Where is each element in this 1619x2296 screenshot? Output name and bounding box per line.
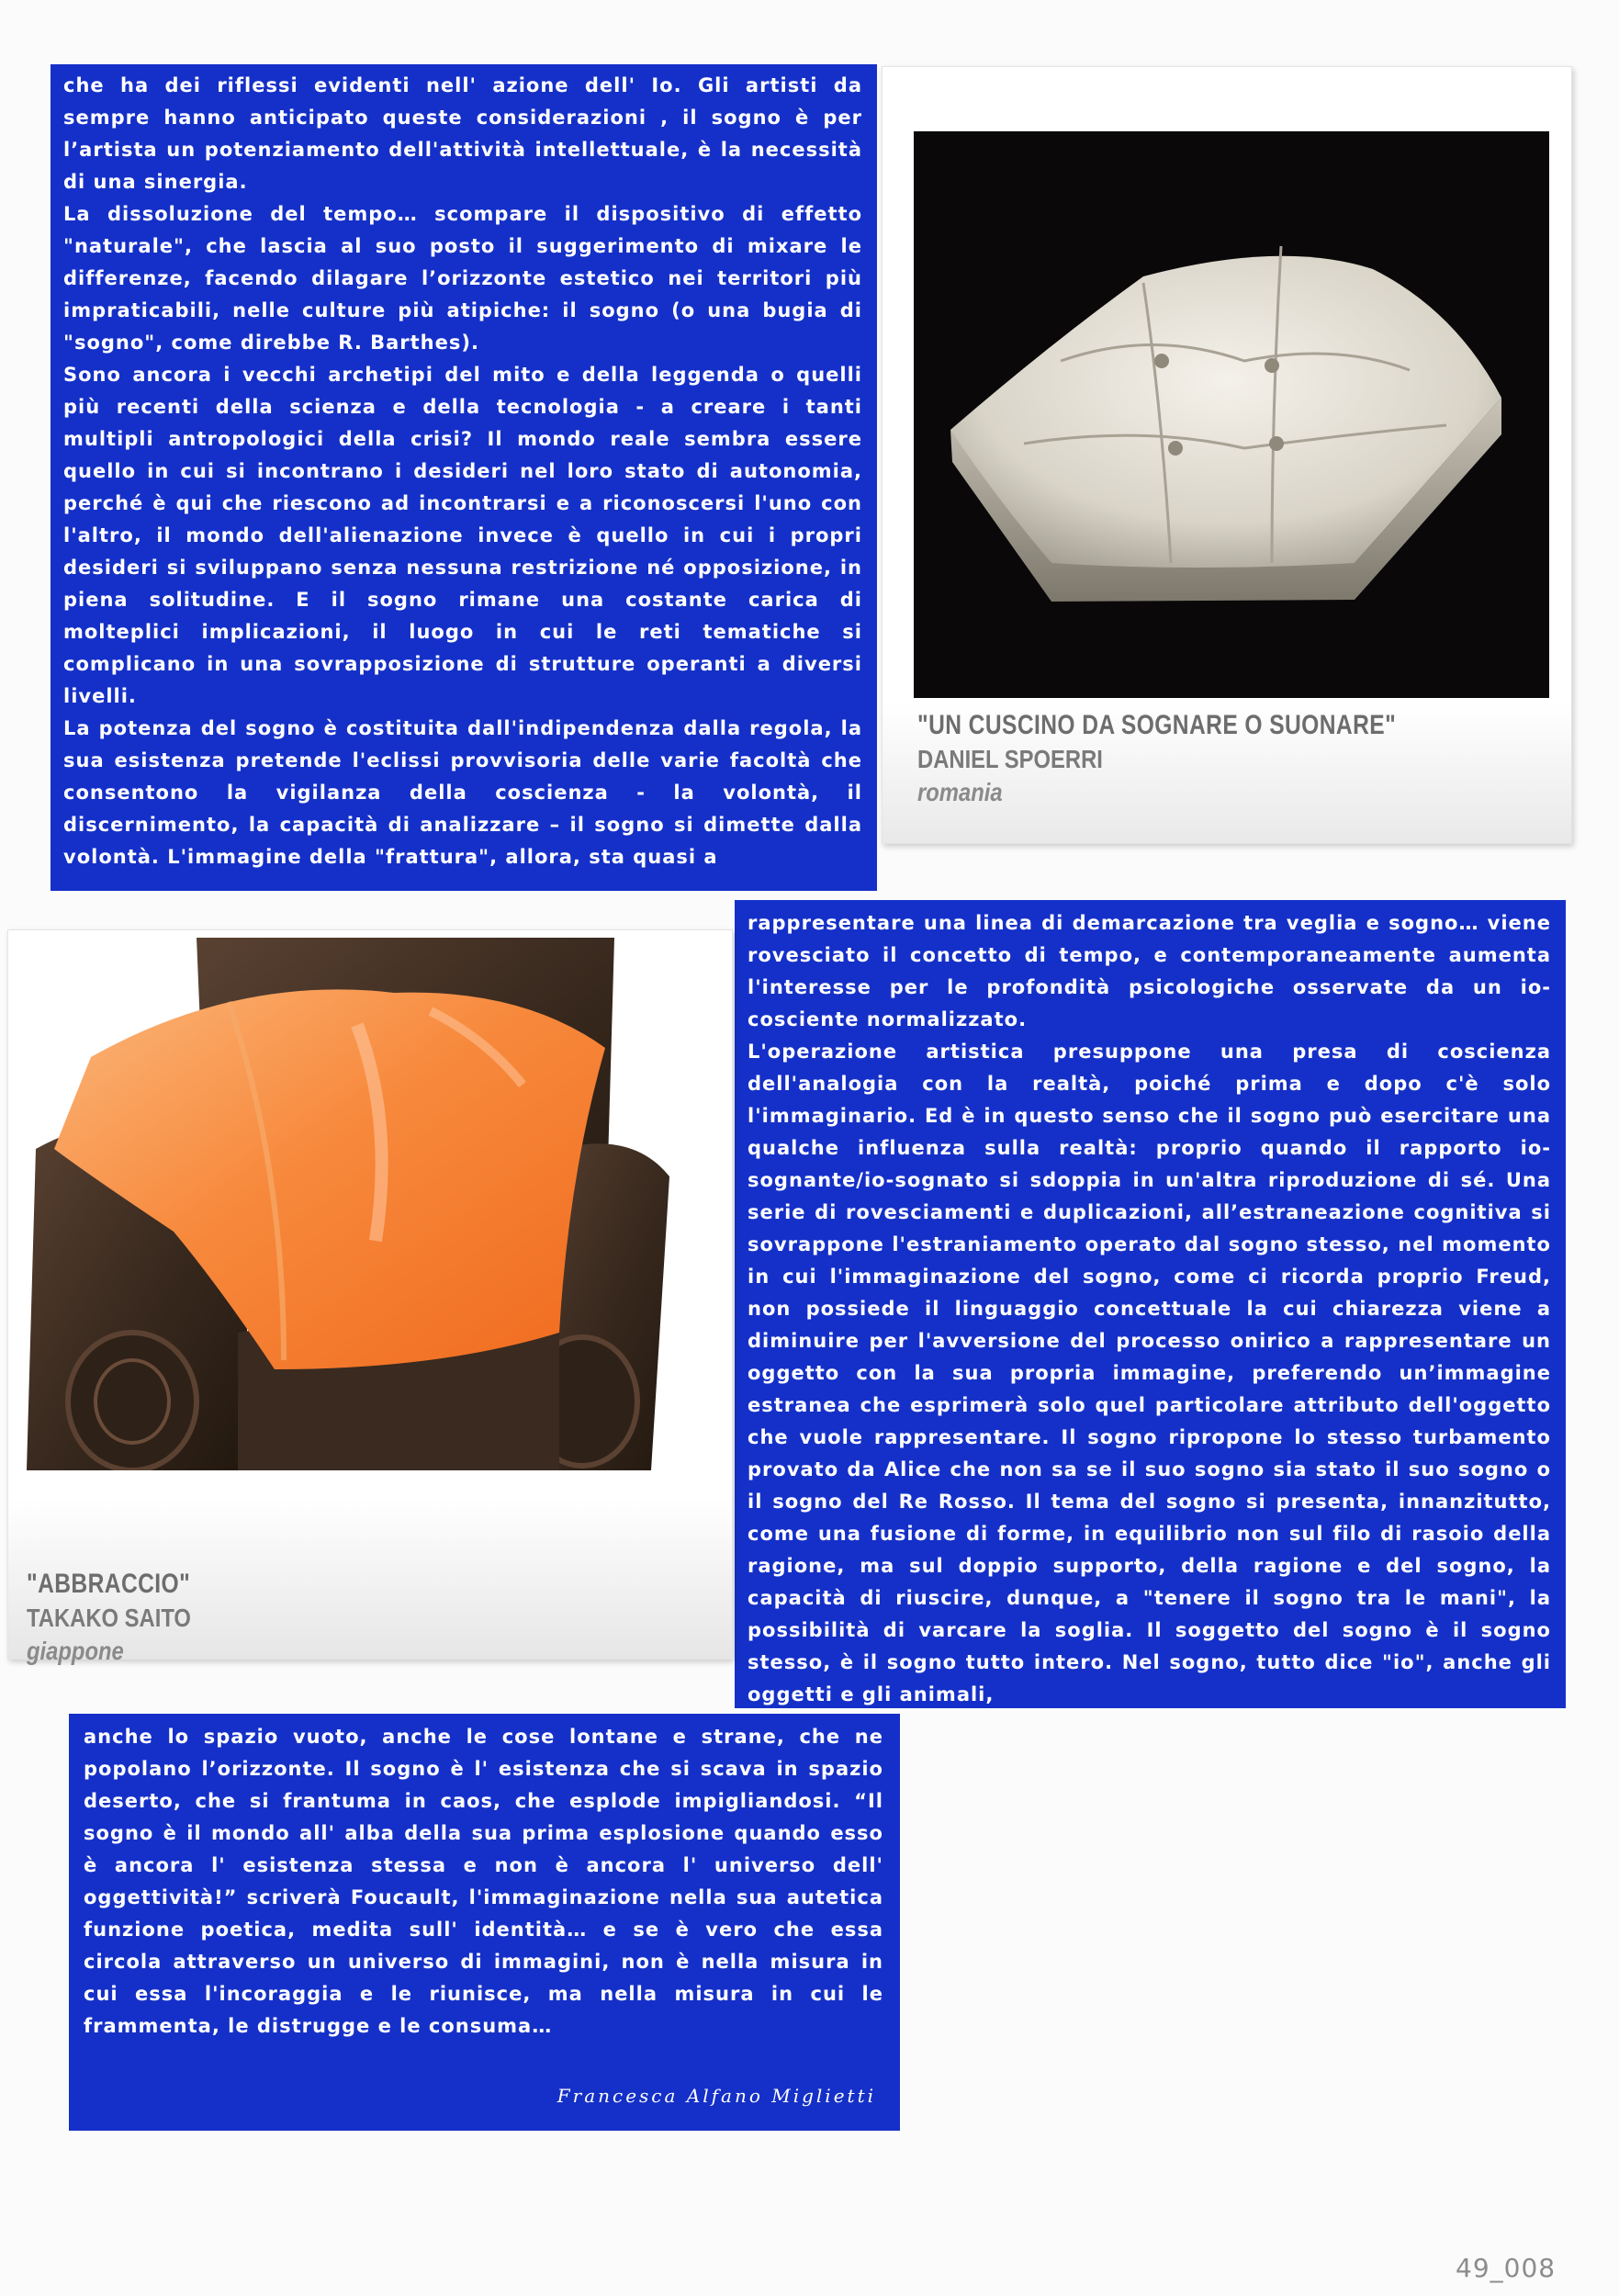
article-paragraph: Sono ancora i vecchi archetipi del mito e della leggenda o quelli più recenti della scienza e della tecnologia - a creare i tanti multipli antropologici della crisi? Il mondo reale sembra essere quello in cui si incontrano i desideri nel loro stato di autonomia, perché è qui che riescono ad incontrarsi e a riconoscersi l'uno con l'altro, il mondo dell'alienazione invece è quello in cui i propri desideri si sviluppano senza nessuna restrizione né opposizione, in piena solitudine. E il sogno rimane una costante carica di molteplici implicazioni, il luogo in cui le reti tematiche si complicano in una sovrapposizione di strutture operanti a diversi livelli. (63, 364, 862, 707)
artwork-card-saito (7, 929, 733, 1665)
cushion-photo (914, 131, 1549, 698)
article-text-block-3 (69, 1714, 900, 2131)
artwork-country: romania (917, 778, 1003, 806)
article-paragraph: anche lo spazio vuoto, anche le cose lontane e strane, che ne popolano l’orizzonte. Il sogno è l' esistenza che si scava in spazio deserto, che si frantuma in caos, che esplode impigliandosi. “Il sogno è il mondo all' alba della sua prima esplosione quando esso è ancora l' esistenza stessa e non è ancora l' universo dell' oggettività!” scriverà Foucault, l'immaginazione nella sua autetica funzione poetica, medita sull' identità… e se è vero che essa circola attraverso un universo di immagini, non è nella misura in cui essa l'incoraggia e le riunisce, ma nella misura in cui le frammenta, le distrugge e le consuma… (84, 1726, 883, 2037)
article-paragraph: L'operazione artistica presuppone una presa di coscienza dell'analogia con la realtà, poiché prima e dopo c'è solo l'immaginario. Ed è in questo senso che il sogno può esercitare una qualche influenza sulla realtà: proprio quando il rapporto io-sognante/io-sognato si sdoppia in un'altra riproduzione di sé. Una serie di rovesciamenti e duplicazioni, all’estraneazione cognitiva si sovrappone l'estraniamento operato dal sogno stesso, nel momento in cui l'immaginazione del sogno, come ci ricorda proprio Freud, non possiede il linguaggio concettuale la cui chiarezza viene a diminuire per l'avversione del processo onirico a rappresentare un oggetto con la sua propria immagine, preferendo un’immagine estranea che esprimerà solo quel particolare attributo dell'oggetto che vuole rappresentare. Il sogno ripropone lo stesso turbamento provato da Alice che non sa se il suo sogno sia stato il suo sogno o il sogno del Re Rosso. Il tema del sogno si presenta, innanzitutto, come una fusione di forme, in equilibrio non sul filo di rasoio della ragione, ma sul doppio supporto, della ragione e del sogno, la capacità di riuscire, dunque, a "tenere il sogno tra le mani", la possibilità di varcare la soglia. Il soggetto del sogno è il sogno stesso, è il sogno tutto intero. Nel sogno, tutto dice "io", anche gli oggetti e gli animali, (748, 1041, 1551, 1705)
artwork-artist: TAKAKO SAITO (27, 1604, 191, 1632)
article-text-block-1 (51, 64, 877, 891)
artwork-caption (27, 1569, 226, 1666)
author-signature: Francesca Alfano Miglietti (557, 2085, 876, 2107)
article-paragraph: che ha dei riflessi evidenti nell' azione dell' Io. Gli artisti da sempre hanno anticipato queste considerazioni , il sogno è per l’artista un potenziamento dell'attività intellettuale, è la necessità di una sinergia. (63, 74, 862, 193)
artwork-title: "ABBRACCIO" (27, 1569, 191, 1599)
article-paragraph: rappresentare una linea di demarcazione tra veglia e sogno… viene rovesciato il concetto di tempo, e contemporaneamente aumenta l'interesse per le profondità psicologiche osservate da un io-cosciente normalizzato. (748, 912, 1551, 1030)
artwork-card-spoerri (882, 66, 1572, 844)
armchair-photo (8, 938, 715, 1470)
artwork-title: "UN CUSCINO DA SOGNARE O SUONARE" (917, 710, 1397, 740)
artwork-caption (917, 710, 1501, 807)
article-paragraph: La potenza del sogno è costituita dall'indipendenza dalla regola, la sua esistenza pretende l'eclissi provvisoria delle varie facoltà che consentono la vigilanza della coscienza - la volontà, il discernimento, la capacità di analizzare – il sogno si dimette dalla volontà. L'immagine della "frattura", allora, sta quasi a (63, 717, 862, 868)
artwork-artist: DANIEL SPOERRI (917, 745, 1103, 773)
article-paragraph: La dissoluzione del tempo… scompare il dispositivo di effetto "naturale", che lascia al suo posto il suggerimento di mixare le differenze, facendo dilagare l’orizzonte estetico nei territori più impraticabili, nelle culture più atipiche: il sogno (o una bugia di "sogno", come direbbe R. Barthes). (63, 203, 862, 354)
article-text-block-2 (735, 900, 1566, 1708)
page-number: 49_008 (1456, 2253, 1557, 2283)
artwork-country: giappone (27, 1637, 124, 1665)
